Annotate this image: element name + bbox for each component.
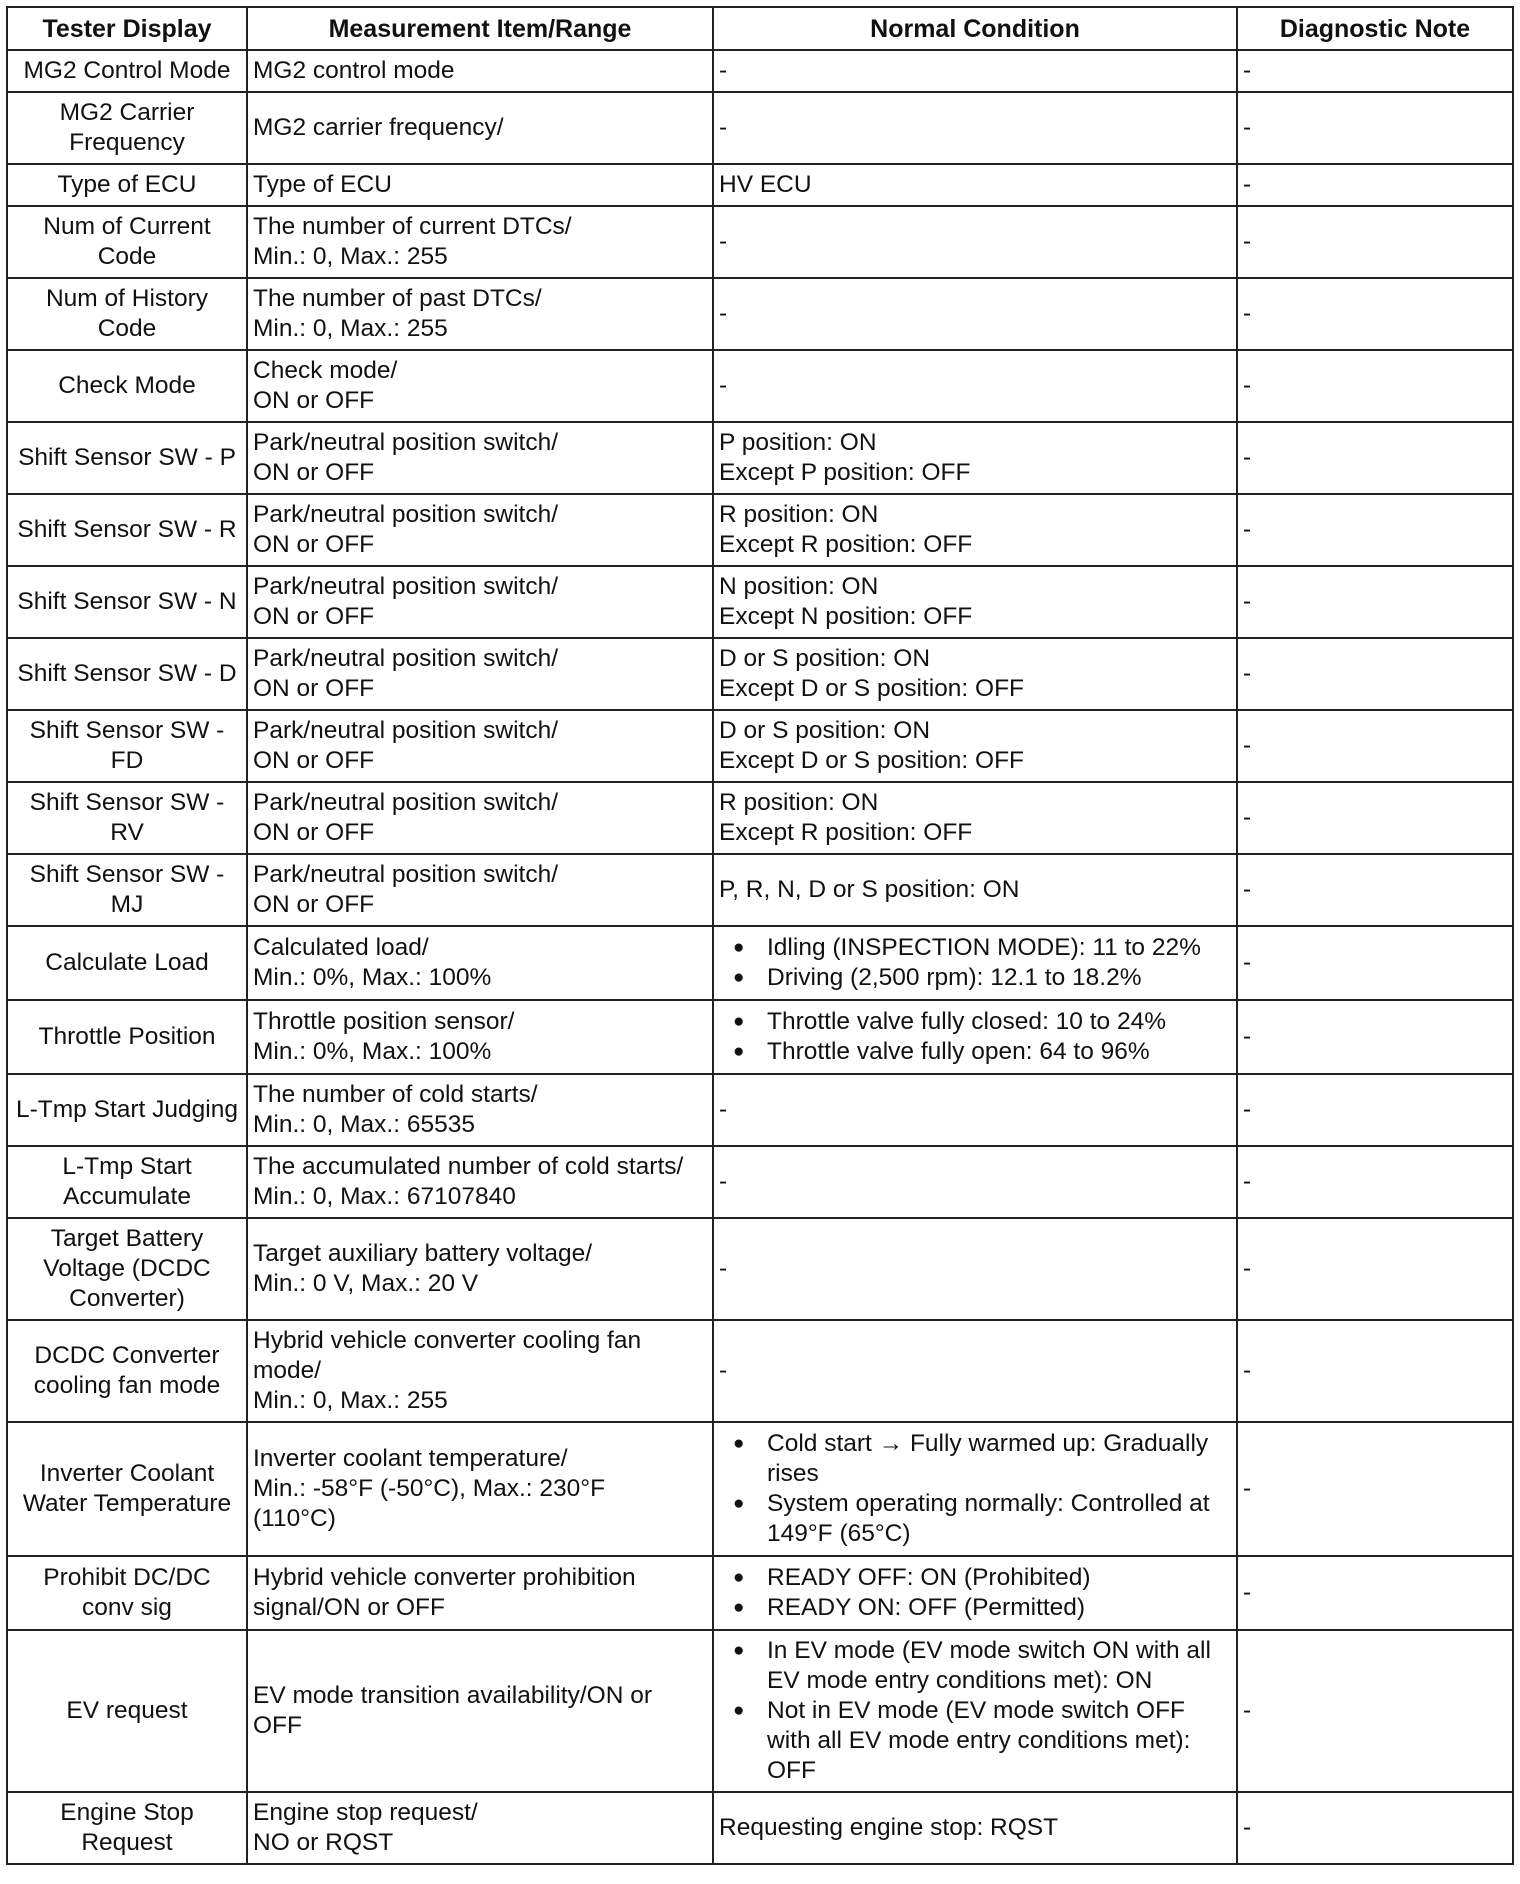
cell-text-line: Except N position: OFF [719, 603, 973, 630]
cell-normal-condition [713, 350, 1237, 422]
cell-text-line: Check mode/ [253, 357, 398, 384]
table-body [7, 50, 1513, 1864]
cell-text-line: Water Temperature [22, 1490, 232, 1517]
bullet-list [719, 1429, 1231, 1549]
cell-text-line: L-Tmp Start Judging [16, 1096, 238, 1123]
cell-text-line: ON or OFF [253, 675, 375, 702]
cell-text-line: Except R position: OFF [719, 531, 973, 558]
cell-measurement-item [247, 350, 713, 422]
cell-text-line: EV mode transition availability/ON or [253, 1682, 652, 1709]
bullet-item: ● READY ON: OFF (Permitted) [719, 1593, 1231, 1623]
cell-diagnostic-note: - [1237, 1556, 1513, 1630]
cell-text-line: Except P position: OFF [719, 459, 971, 486]
cell-text-line: R position: ON [719, 501, 879, 528]
table-row [7, 1556, 1513, 1630]
bullet-list [719, 1007, 1231, 1067]
cell-measurement-item [247, 278, 713, 350]
table-row [7, 1630, 1513, 1792]
table-row [7, 638, 1513, 710]
cell-tester-display [7, 278, 247, 350]
cell-text-line: Shift Sensor SW - P [18, 444, 236, 471]
cell-tester-display [7, 164, 247, 206]
cell-text-line: Min.: 0 V, Max.: 20 V [253, 1270, 479, 1297]
cell-text-line: Park/neutral position switch/ [253, 789, 559, 816]
cell-text-line: - [719, 57, 728, 84]
cell-tester-display [7, 92, 247, 164]
cell-text-line: Park/neutral position switch/ [253, 861, 559, 888]
table-row [7, 206, 1513, 278]
cell-diagnostic-note: - [1237, 350, 1513, 422]
cell-tester-display [7, 494, 247, 566]
cell-diagnostic-note: - [1237, 206, 1513, 278]
cell-text-line: cooling fan mode [33, 1372, 221, 1399]
cell-text-line: Inverter Coolant [39, 1460, 215, 1487]
cell-diagnostic-note: - [1237, 566, 1513, 638]
table-row [7, 50, 1513, 92]
cell-text-line: P position: ON [719, 429, 877, 456]
cell-tester-display [7, 50, 247, 92]
cell-text-line: mode/ [253, 1357, 322, 1384]
table-row [7, 1218, 1513, 1320]
data-list-table [6, 6, 1514, 1865]
cell-text-line: ON or OFF [253, 819, 375, 846]
cell-normal-condition [713, 926, 1237, 1000]
table-row [7, 1074, 1513, 1146]
table-row [7, 1146, 1513, 1218]
cell-text-line: signal/ON or OFF [253, 1594, 445, 1621]
cell-text-line: Requesting engine stop: RQST [719, 1814, 1059, 1841]
cell-normal-condition [713, 782, 1237, 854]
table-row [7, 1792, 1513, 1864]
cell-text-line: Frequency [69, 129, 185, 156]
cell-tester-display [7, 1792, 247, 1864]
cell-normal-condition [713, 1000, 1237, 1074]
cell-text-line: Target auxiliary battery voltage/ [253, 1240, 593, 1267]
cell-tester-display [7, 1422, 247, 1556]
bullet-item: ● READY OFF: ON (Prohibited) [719, 1563, 1231, 1593]
cell-text-line: Park/neutral position switch/ [253, 573, 559, 600]
cell-tester-display [7, 782, 247, 854]
cell-normal-condition [713, 710, 1237, 782]
cell-measurement-item [247, 1792, 713, 1864]
cell-tester-display [7, 1074, 247, 1146]
cell-tester-display [7, 1320, 247, 1422]
cell-diagnostic-note: - [1237, 50, 1513, 92]
cell-text-line: Min.: 0, Max.: 67107840 [253, 1183, 516, 1210]
table-row [7, 350, 1513, 422]
cell-tester-display [7, 710, 247, 782]
cell-text-line: MG2 Control Mode [23, 57, 231, 84]
cell-diagnostic-note: - [1237, 926, 1513, 1000]
table-row [7, 566, 1513, 638]
cell-measurement-item [247, 566, 713, 638]
cell-text-line: Shift Sensor SW - [29, 717, 225, 744]
cell-tester-display [7, 566, 247, 638]
table-header-row [7, 7, 1513, 50]
cell-text-line: Engine stop request/ [253, 1799, 478, 1826]
cell-diagnostic-note: - [1237, 92, 1513, 164]
cell-text-line: ON or OFF [253, 459, 375, 486]
cell-measurement-item [247, 422, 713, 494]
cell-tester-display [7, 1146, 247, 1218]
cell-text-line: Voltage (DCDC [43, 1255, 211, 1282]
bullet-item: ● System operating normally: Controlled at 149°F (65°C) [719, 1489, 1231, 1549]
table-row [7, 1422, 1513, 1556]
cell-diagnostic-note: - [1237, 710, 1513, 782]
cell-diagnostic-note: - [1237, 164, 1513, 206]
table-row [7, 494, 1513, 566]
cell-normal-condition [713, 1146, 1237, 1218]
cell-measurement-item [247, 782, 713, 854]
cell-normal-condition [713, 1422, 1237, 1556]
cell-tester-display [7, 854, 247, 926]
cell-text-line: - [719, 372, 728, 399]
table-row [7, 1000, 1513, 1074]
cell-measurement-item [247, 1630, 713, 1792]
cell-diagnostic-note: - [1237, 422, 1513, 494]
cell-normal-condition [713, 494, 1237, 566]
cell-measurement-item [247, 926, 713, 1000]
cell-normal-condition [713, 50, 1237, 92]
cell-text-line: Min.: 0, Max.: 255 [253, 243, 448, 270]
bullet-list [719, 1563, 1231, 1623]
cell-tester-display [7, 422, 247, 494]
cell-text-line: MG2 Carrier [59, 99, 195, 126]
cell-text-line: Hybrid vehicle converter prohibition [253, 1564, 636, 1591]
cell-measurement-item [247, 1422, 713, 1556]
cell-normal-condition [713, 206, 1237, 278]
cell-text-line: Park/neutral position switch/ [253, 501, 559, 528]
cell-measurement-item [247, 1074, 713, 1146]
cell-text-line: MG2 carrier frequency/ [253, 114, 504, 141]
cell-text-line: Shift Sensor SW - R [17, 516, 237, 543]
cell-measurement-item [247, 1146, 713, 1218]
table-row [7, 1320, 1513, 1422]
cell-text-line: Min.: 0, Max.: 255 [253, 315, 448, 342]
cell-text-line: R position: ON [719, 789, 879, 816]
cell-text-line: Calculated load/ [253, 934, 429, 961]
cell-text-line: ON or OFF [253, 603, 375, 630]
cell-diagnostic-note: - [1237, 1074, 1513, 1146]
cell-text-line: - [719, 114, 728, 141]
cell-text-line: Min.: 0, Max.: 65535 [253, 1111, 475, 1138]
cell-text-line: - [719, 1255, 728, 1282]
cell-text-line: Prohibit DC/DC [43, 1564, 211, 1591]
cell-text-line: Throttle position sensor/ [253, 1008, 515, 1035]
cell-text-line: Num of Current [43, 213, 211, 240]
cell-tester-display [7, 638, 247, 710]
cell-text-line: - [719, 1096, 728, 1123]
cell-text-line: Accumulate [62, 1183, 191, 1210]
cell-measurement-item [247, 92, 713, 164]
header-tester-display: Tester Display [7, 7, 247, 50]
cell-text-line: RV [110, 819, 144, 846]
cell-text-line: ON or OFF [253, 387, 375, 414]
cell-text-line: HV ECU [719, 171, 812, 198]
cell-diagnostic-note: - [1237, 494, 1513, 566]
cell-text-line: Code [97, 315, 157, 342]
bullet-item: ● In EV mode (EV mode switch ON with all EV mode entry conditions met): ON [719, 1636, 1231, 1696]
cell-normal-condition [713, 1792, 1237, 1864]
cell-diagnostic-note: - [1237, 1000, 1513, 1074]
cell-normal-condition [713, 1218, 1237, 1320]
bullet-item: ● Cold start → Fully warmed up: Gradually rises [719, 1429, 1231, 1489]
bullet-item: ● Not in EV mode (EV mode switch OFF with all EV mode entry conditions met): OFF [719, 1696, 1231, 1786]
cell-text-line: ON or OFF [253, 531, 375, 558]
header-diagnostic-note: Diagnostic Note [1237, 7, 1513, 50]
cell-tester-display [7, 350, 247, 422]
cell-text-line: Hybrid vehicle converter cooling fan [253, 1327, 642, 1354]
cell-tester-display [7, 1556, 247, 1630]
cell-diagnostic-note: - [1237, 638, 1513, 710]
cell-text-line: conv sig [82, 1594, 172, 1621]
cell-text-line: Min.: 0, Max.: 255 [253, 1387, 448, 1414]
table-row [7, 92, 1513, 164]
cell-text-line: Engine Stop [60, 1799, 194, 1826]
cell-text-line: N position: ON [719, 573, 879, 600]
cell-text-line: D or S position: ON [719, 717, 931, 744]
cell-normal-condition [713, 638, 1237, 710]
cell-diagnostic-note: - [1237, 1320, 1513, 1422]
cell-tester-display [7, 1630, 247, 1792]
cell-diagnostic-note: - [1237, 278, 1513, 350]
cell-text-line: OFF [253, 1712, 302, 1739]
cell-text-line: The number of current DTCs/ [253, 213, 572, 240]
cell-text-line: Except R position: OFF [719, 819, 973, 846]
cell-tester-display [7, 1000, 247, 1074]
bullet-item: ● Throttle valve fully closed: 10 to 24% [719, 1007, 1231, 1037]
cell-text-line: P, R, N, D or S position: ON [719, 876, 1020, 903]
cell-text-line: - [719, 228, 728, 255]
table-row [7, 926, 1513, 1000]
cell-text-line: Shift Sensor SW - [29, 861, 225, 888]
cell-text-line: Shift Sensor SW - N [17, 588, 237, 615]
cell-text-line: Type of ECU [253, 171, 392, 198]
cell-text-line: MJ [110, 891, 144, 918]
cell-text-line: Request [81, 1829, 173, 1856]
cell-text-line: Park/neutral position switch/ [253, 429, 559, 456]
cell-text-line: L-Tmp Start [62, 1153, 192, 1180]
cell-measurement-item [247, 50, 713, 92]
table-row [7, 710, 1513, 782]
cell-text-line: Except D or S position: OFF [719, 675, 1024, 702]
cell-text-line: FD [110, 747, 144, 774]
cell-text-line: Type of ECU [57, 171, 197, 198]
cell-diagnostic-note: - [1237, 1792, 1513, 1864]
bullet-list [719, 933, 1231, 993]
cell-text-line: Target Battery [50, 1225, 204, 1252]
cell-text-line: Min.: 0%, Max.: 100% [253, 964, 492, 991]
cell-diagnostic-note: - [1237, 782, 1513, 854]
cell-text-line: Shift Sensor SW - D [17, 660, 237, 687]
cell-text-line: Inverter coolant temperature/ [253, 1445, 568, 1472]
cell-text-line: Throttle Position [38, 1023, 216, 1050]
cell-measurement-item [247, 1000, 713, 1074]
header-normal-condition: Normal Condition [713, 7, 1237, 50]
table-row [7, 854, 1513, 926]
cell-normal-condition [713, 1556, 1237, 1630]
cell-text-line: D or S position: ON [719, 645, 931, 672]
cell-text-line: Code [97, 243, 157, 270]
cell-text-line: Min.: 0%, Max.: 100% [253, 1038, 492, 1065]
cell-tester-display [7, 926, 247, 1000]
cell-measurement-item [247, 1556, 713, 1630]
cell-normal-condition [713, 278, 1237, 350]
cell-measurement-item [247, 854, 713, 926]
cell-measurement-item [247, 638, 713, 710]
cell-normal-condition [713, 422, 1237, 494]
cell-normal-condition [713, 1320, 1237, 1422]
cell-measurement-item [247, 1218, 713, 1320]
table-row [7, 422, 1513, 494]
cell-diagnostic-note: - [1237, 1630, 1513, 1792]
cell-tester-display [7, 206, 247, 278]
cell-text-line: Shift Sensor SW - [29, 789, 225, 816]
bullet-list [719, 1636, 1231, 1786]
cell-measurement-item [247, 206, 713, 278]
cell-text-line: EV request [66, 1697, 188, 1724]
cell-text-line: Calculate Load [45, 949, 209, 976]
cell-diagnostic-note: - [1237, 1146, 1513, 1218]
cell-diagnostic-note: - [1237, 1422, 1513, 1556]
cell-measurement-item [247, 164, 713, 206]
table-row [7, 782, 1513, 854]
cell-text-line: ON or OFF [253, 891, 375, 918]
cell-text-line: ON or OFF [253, 747, 375, 774]
cell-text-line: MG2 control mode [253, 57, 455, 84]
cell-normal-condition [713, 854, 1237, 926]
cell-diagnostic-note: - [1237, 1218, 1513, 1320]
cell-normal-condition [713, 1630, 1237, 1792]
cell-text-line: The number of cold starts/ [253, 1081, 538, 1108]
cell-measurement-item [247, 710, 713, 782]
cell-text-line: The number of past DTCs/ [253, 285, 542, 312]
cell-text-line: - [719, 300, 728, 327]
cell-tester-display [7, 1218, 247, 1320]
bullet-item: ● Driving (2,500 rpm): 12.1 to 18.2% [719, 963, 1231, 993]
cell-normal-condition [713, 566, 1237, 638]
cell-text-line: (110°C) [253, 1505, 336, 1532]
cell-text-line: DCDC Converter [34, 1342, 220, 1369]
cell-text-line: Check Mode [58, 372, 196, 399]
cell-text-line: Num of History [45, 285, 208, 312]
table-row [7, 278, 1513, 350]
bullet-item: ● Throttle valve fully open: 64 to 96% [719, 1037, 1231, 1067]
cell-text-line: Park/neutral position switch/ [253, 645, 559, 672]
cell-diagnostic-note: - [1237, 854, 1513, 926]
cell-normal-condition [713, 92, 1237, 164]
cell-text-line: Min.: -58°F (-50°C), Max.: 230°F [253, 1475, 606, 1502]
cell-text-line: NO or RQST [253, 1829, 394, 1856]
header-measurement-item: Measurement Item/Range [247, 7, 713, 50]
cell-normal-condition [713, 1074, 1237, 1146]
cell-text-line: Park/neutral position switch/ [253, 717, 559, 744]
cell-text-line: - [719, 1168, 728, 1195]
cell-measurement-item [247, 1320, 713, 1422]
cell-text-line: Converter) [69, 1285, 185, 1312]
cell-normal-condition [713, 164, 1237, 206]
cell-text-line: The accumulated number of cold starts/ [253, 1153, 684, 1180]
cell-text-line: Except D or S position: OFF [719, 747, 1024, 774]
cell-measurement-item [247, 494, 713, 566]
cell-text-line: - [719, 1357, 728, 1384]
bullet-item: ● Idling (INSPECTION MODE): 11 to 22% [719, 933, 1231, 963]
table-row [7, 164, 1513, 206]
